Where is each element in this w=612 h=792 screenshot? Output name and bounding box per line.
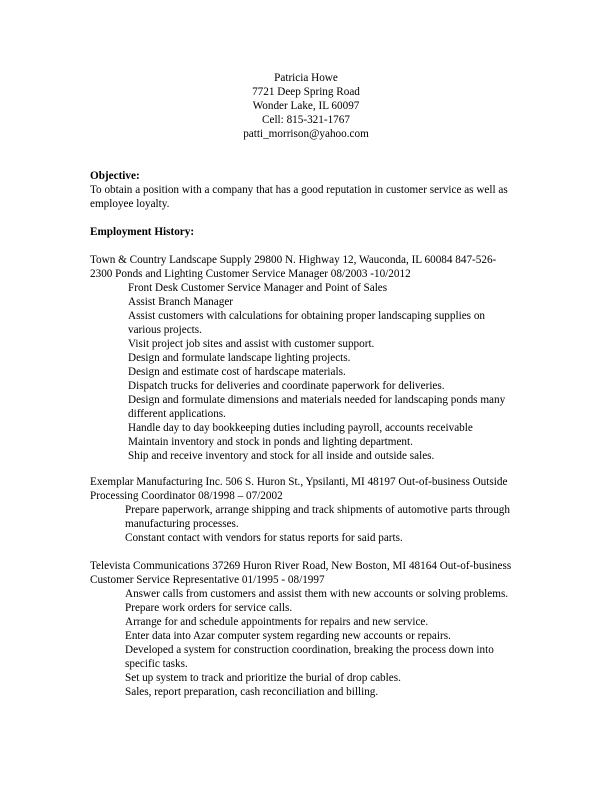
list-item — [90, 435, 515, 449]
duty-text: Handle day to day bookkeeping duties including payroll, accounts receivable — [128, 422, 473, 434]
contact-cell: Cell: 815-321-1767 — [262, 114, 350, 126]
objective-heading: Objective: — [90, 170, 140, 182]
list-item — [90, 629, 520, 643]
job-2-duties — [90, 503, 520, 545]
list-item — [90, 503, 520, 531]
list-item — [90, 365, 515, 379]
list-item — [90, 643, 520, 671]
duty-text: Sales, report preparation, cash reconciliation and billing. — [125, 686, 379, 698]
contact-name: Patricia Howe — [274, 72, 338, 84]
list-item — [90, 421, 515, 435]
job-1-header: Town & Country Landscape Supply 29800 N. Highway 12, Wauconda, IL 60084 847-526-2300 Ponds and Lighting Customer Service Manager 08/2003 -10/2012 — [90, 254, 497, 280]
job-3 — [90, 559, 520, 699]
job-2-header: Exemplar Manufacturing Inc. 506 S. Huron St., Ypsilanti, MI 48197 Out-of-business Outside Processing Coordinator 08/1998 – 07/2002 — [90, 476, 508, 502]
contact-city: Wonder Lake, IL 60097 — [252, 100, 360, 112]
list-item — [90, 671, 520, 685]
contact-email: patti_morrison@yahoo.com — [243, 128, 369, 140]
employment-heading: Employment History: — [90, 226, 195, 238]
list-item — [90, 351, 515, 365]
job-3-duties — [90, 587, 520, 699]
duty-text: Set up system to track and prioritize the burial of drop cables. — [125, 672, 401, 684]
objective-text: To obtain a position with a company that has a good reputation in customer service as well as employee loyalty. — [90, 184, 508, 210]
duty-text: Visit project job sites and assist with customer support. — [128, 338, 375, 350]
duty-text: Prepare work orders for service calls. — [125, 602, 293, 614]
duty-text: Answer calls from customers and assist them with new accounts or solving problems. — [125, 588, 509, 600]
duty-text: Assist Branch Manager — [128, 296, 234, 308]
duty-text: Front Desk Customer Service Manager and Point of Sales — [128, 282, 388, 294]
job-1-duties — [90, 281, 515, 463]
duty-text: Constant contact with vendors for status reports for said parts. — [125, 532, 403, 544]
duty-text: Maintain inventory and stock in ponds and lighting department. — [128, 436, 413, 448]
duty-text: Developed a system for construction coordination, breaking the process down into specific tasks. — [125, 644, 494, 670]
duty-text: Arrange for and schedule appointments for repairs and new service. — [125, 616, 429, 628]
job-2 — [90, 475, 520, 545]
duty-text: Ship and receive inventory and stock for all inside and outside sales. — [128, 450, 435, 462]
list-item — [90, 587, 520, 601]
job-1 — [90, 253, 515, 463]
list-item — [90, 615, 520, 629]
job-3-header: Televista Communications 37269 Huron River Road, New Boston, MI 48164 Out-of-business Customer Service Representative 01/1995 - 08/1997 — [90, 560, 512, 586]
list-item — [90, 393, 515, 421]
list-item — [90, 379, 515, 393]
list-item — [90, 281, 515, 295]
list-item — [90, 685, 520, 699]
list-item — [90, 449, 515, 463]
contact-street: 7721 Deep Spring Road — [252, 86, 360, 98]
contact-header — [0, 71, 612, 141]
list-item — [90, 601, 520, 615]
list-item — [90, 337, 515, 351]
duty-text: Design and estimate cost of hardscape materials. — [128, 366, 346, 378]
list-item — [90, 295, 515, 309]
duty-text: Dispatch trucks for deliveries and coordinate paperwork for deliveries. — [128, 380, 445, 392]
duty-text: Enter data into Azar computer system regarding new accounts or repairs. — [125, 630, 451, 642]
duty-text: Assist customers with calculations for obtaining proper landscaping supplies on various projects. — [128, 310, 486, 336]
duty-text: Prepare paperwork, arrange shipping and track shipments of automotive parts through manufacturing processes. — [125, 504, 510, 530]
duty-text: Design and formulate landscape lighting projects. — [128, 352, 351, 364]
list-item — [90, 309, 515, 337]
duty-text: Design and formulate dimensions and materials needed for landscaping ponds many different applications. — [128, 394, 506, 420]
list-item — [90, 531, 520, 545]
